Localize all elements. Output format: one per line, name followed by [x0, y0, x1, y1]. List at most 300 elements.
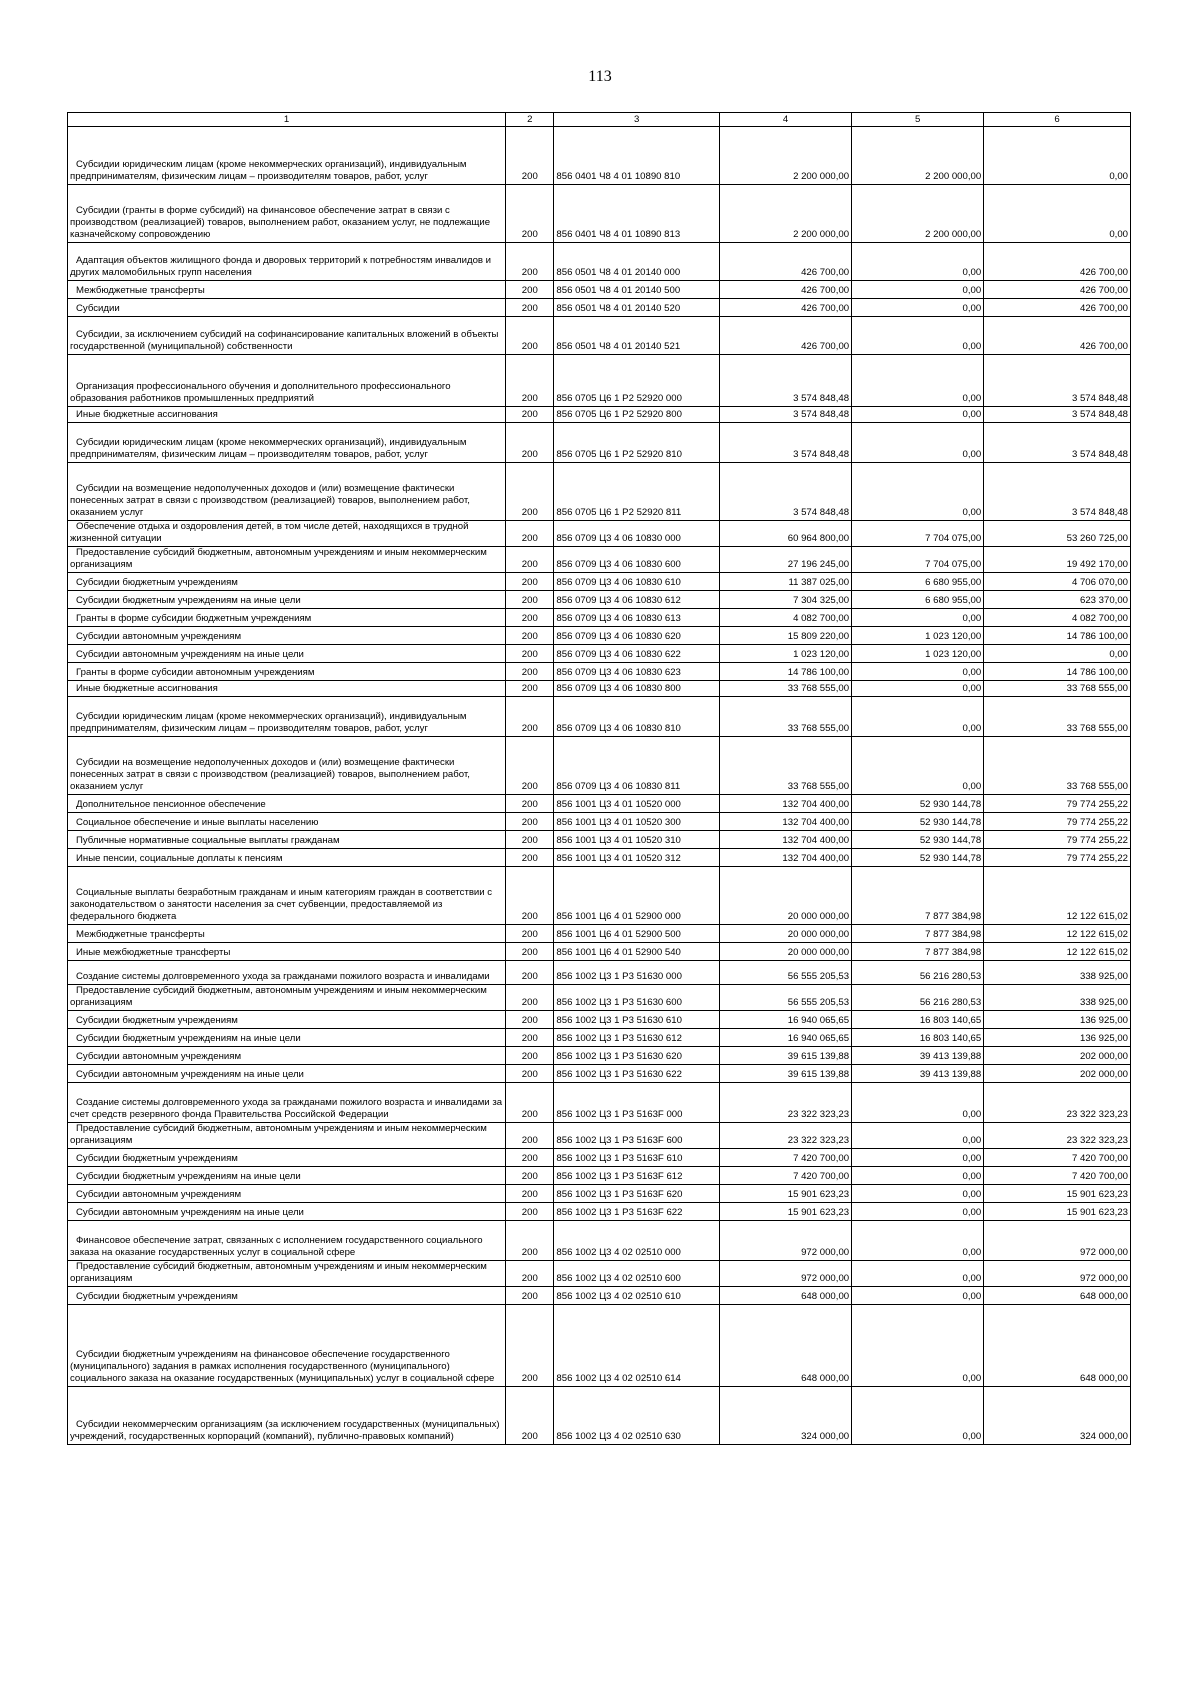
row-name: Иные бюджетные ассигнования — [76, 409, 218, 420]
row-amount-col4: 972 000,00 — [801, 1247, 850, 1258]
row-amount-col5: 0,00 — [962, 1273, 982, 1284]
row-name: Субсидии бюджетным учреждениям — [76, 1153, 238, 1164]
row-amount-col5: 6 680 955,00 — [925, 595, 982, 606]
row-amount-col5: 0,00 — [962, 449, 982, 460]
row-name: Субсидии бюджетным учреждениям на иные цели — [76, 1171, 301, 1182]
row-code: 200 — [521, 1069, 538, 1080]
row-name: Гранты в форме субсидии бюджетным учреждениям — [76, 613, 312, 624]
row-classification: 856 1001 Ц3 4 01 10520 312 — [556, 853, 681, 864]
row-code: 200 — [521, 1153, 538, 1164]
table-row — [68, 317, 1131, 355]
row-classification: 856 1001 Ц3 4 01 10520 310 — [556, 835, 681, 846]
row-classification: 856 1001 Ц6 4 01 52900 000 — [556, 911, 681, 922]
row-name: Субсидии некоммерческим организациям (за исключением государственных (муниципальных) учреждений, государственных корпораций (компаний), публично-правовых компаний) — [70, 1419, 500, 1442]
row-amount-col5: 1 023 120,00 — [925, 649, 982, 660]
table-row — [68, 943, 1131, 961]
header-row — [68, 113, 1131, 127]
row-code: 200 — [521, 1273, 538, 1284]
table-row — [68, 961, 1131, 985]
row-name: Создание системы долговременного ухода за гражданами пожилого возраста и инвалидами — [76, 971, 490, 982]
row-amount-col6: 19 492 170,00 — [1066, 559, 1128, 570]
row-amount-col5: 0,00 — [962, 303, 982, 314]
row-classification: 856 1002 Ц3 4 02 02510 610 — [556, 1291, 681, 1302]
row-amount-col4: 132 704 400,00 — [782, 799, 850, 810]
row-code: 200 — [521, 835, 538, 846]
row-name: Субсидии бюджетным учреждениям — [76, 577, 238, 588]
row-name: Субсидии — [76, 303, 120, 314]
row-amount-col4: 1 023 120,00 — [793, 649, 850, 660]
row-classification: 856 0401 Ч8 4 01 10890 810 — [556, 171, 681, 182]
row-amount-col5: 0,00 — [962, 267, 982, 278]
row-name: Создание системы долговременного ухода за гражданами пожилого возраста и инвалидами за счет средств резервного фонда Правительства Российской Федерации — [70, 1097, 503, 1120]
row-name: Субсидии автономным учреждениям — [76, 1189, 242, 1200]
row-amount-col5: 0,00 — [962, 781, 982, 792]
row-amount-col4: 648 000,00 — [801, 1373, 850, 1384]
row-classification: 856 0709 Ц3 4 06 10830 000 — [556, 533, 681, 544]
row-name: Субсидии на возмещение недополученных доходов и (или) возмещение фактически понесенных затрат в связи с производством (реализацией) товаров, выполнением работ, оказанием услуг — [70, 757, 470, 792]
row-amount-col4: 132 704 400,00 — [782, 835, 850, 846]
row-amount-col6: 426 700,00 — [1079, 303, 1128, 314]
row-amount-col4: 20 000 000,00 — [787, 911, 850, 922]
row-classification: 856 0501 Ч8 4 01 20140 500 — [556, 285, 681, 296]
row-amount-col6: 972 000,00 — [1079, 1247, 1128, 1258]
row-amount-col5: 7 704 075,00 — [925, 559, 982, 570]
row-code: 200 — [521, 613, 538, 624]
table-row — [68, 1305, 1131, 1387]
row-name: Дополнительное пенсионное обеспечение — [76, 799, 266, 810]
row-amount-col5: 16 803 140,65 — [919, 1015, 982, 1026]
row-name: Предоставление субсидий бюджетным, автономным учреждениям и иным некоммерческим организациям — [70, 1123, 487, 1146]
row-classification: 856 1002 Ц3 1 Р3 51630 622 — [556, 1069, 682, 1080]
table-row — [68, 1083, 1131, 1123]
row-amount-col6: 14 786 100,00 — [1066, 631, 1128, 642]
row-amount-col4: 23 322 323,23 — [787, 1109, 850, 1120]
row-amount-col4: 23 322 323,23 — [787, 1135, 850, 1146]
table-row — [68, 1029, 1131, 1047]
row-code: 200 — [521, 997, 538, 1008]
table-row — [68, 1287, 1131, 1305]
row-amount-col4: 15 809 220,00 — [787, 631, 850, 642]
row-name: Субсидии бюджетным учреждениям на иные цели — [76, 595, 301, 606]
row-amount-col5: 0,00 — [962, 1291, 982, 1302]
row-classification: 856 1002 Ц3 1 Р3 51630 000 — [556, 971, 682, 982]
row-code: 200 — [521, 409, 538, 420]
row-amount-col5: 0,00 — [962, 1109, 982, 1120]
row-code: 200 — [521, 971, 538, 982]
row-amount-col5: 7 877 384,98 — [925, 911, 982, 922]
row-name: Социальные выплаты безработным гражданам и иным категориям граждан в соответствии с законодательством о занятости населения за счет субвенции, предоставляемой из федерального бюджета — [70, 887, 493, 922]
row-amount-col6: 338 925,00 — [1079, 971, 1128, 982]
row-classification: 856 0709 Ц3 4 06 10830 610 — [556, 577, 681, 588]
table-row — [68, 1065, 1131, 1083]
column-header: 6 — [984, 113, 1131, 127]
row-amount-col4: 972 000,00 — [801, 1273, 850, 1284]
row-classification: 856 1002 Ц3 1 Р3 5163F 612 — [556, 1171, 683, 1182]
row-classification: 856 1002 Ц3 1 Р3 5163F 000 — [556, 1109, 683, 1120]
row-name: Субсидии автономным учреждениям на иные цели — [76, 1207, 304, 1218]
column-header: 2 — [506, 113, 554, 127]
row-amount-col5: 39 413 139,88 — [919, 1051, 982, 1062]
row-amount-col5: 0,00 — [962, 285, 982, 296]
row-amount-col4: 426 700,00 — [801, 303, 850, 314]
row-code: 200 — [521, 285, 538, 296]
row-code: 200 — [521, 947, 538, 958]
row-classification: 856 0709 Ц3 4 06 10830 623 — [556, 667, 681, 678]
row-amount-col4: 60 964 800,00 — [787, 533, 850, 544]
table-row — [68, 663, 1131, 681]
row-amount-col6: 4 706 070,00 — [1071, 577, 1128, 588]
row-code: 200 — [521, 929, 538, 940]
row-code: 200 — [521, 1207, 538, 1218]
row-code: 200 — [521, 595, 538, 606]
row-name: Иные бюджетные ассигнования — [76, 683, 218, 694]
row-amount-col5: 0,00 — [962, 1153, 982, 1164]
table-row — [68, 1047, 1131, 1065]
row-amount-col5: 0,00 — [962, 1189, 982, 1200]
row-amount-col6: 648 000,00 — [1079, 1373, 1128, 1384]
column-header: 3 — [554, 113, 720, 127]
table-row — [68, 355, 1131, 407]
row-amount-col5: 0,00 — [962, 393, 982, 404]
table-row — [68, 127, 1131, 185]
table-row — [68, 407, 1131, 423]
row-code: 200 — [521, 1291, 538, 1302]
row-amount-col6: 324 000,00 — [1079, 1431, 1128, 1442]
row-code: 200 — [521, 1033, 538, 1044]
row-name: Адаптация объектов жилищного фонда и дворовых территорий к потребностям инвалидов и других маломобильных групп населения — [70, 255, 492, 278]
row-code: 200 — [521, 559, 538, 570]
row-amount-col6: 79 774 255,22 — [1066, 853, 1128, 864]
row-name: Субсидии автономным учреждениям — [76, 631, 242, 642]
row-code: 200 — [521, 853, 538, 864]
row-amount-col5: 6 680 955,00 — [925, 577, 982, 588]
row-amount-col4: 15 901 623,23 — [787, 1189, 850, 1200]
row-amount-col4: 39 615 139,88 — [787, 1069, 850, 1080]
row-amount-col5: 52 930 144,78 — [919, 853, 982, 864]
row-code: 200 — [521, 649, 538, 660]
row-classification: 856 1002 Ц3 1 Р3 5163F 600 — [556, 1135, 683, 1146]
row-code: 200 — [521, 1171, 538, 1182]
row-amount-col6: 3 574 848,48 — [1071, 393, 1128, 404]
row-amount-col6: 14 786 100,00 — [1066, 667, 1128, 678]
table-row — [68, 681, 1131, 697]
row-name: Субсидии (гранты в форме субсидий) на финансовое обеспечение затрат в связи с производством (реализацией) товаров, выполнением работ, оказанием услуг, не подлежащие казначейскому сопровождению — [70, 205, 491, 240]
row-amount-col5: 7 877 384,98 — [925, 947, 982, 958]
row-amount-col5: 52 930 144,78 — [919, 817, 982, 828]
row-amount-col5: 0,00 — [962, 409, 982, 420]
row-amount-col4: 39 615 139,88 — [787, 1051, 850, 1062]
table-row — [68, 609, 1131, 627]
row-amount-col4: 33 768 555,00 — [787, 781, 850, 792]
row-code: 200 — [521, 723, 538, 734]
table-row — [68, 1167, 1131, 1185]
row-amount-col4: 648 000,00 — [801, 1291, 850, 1302]
row-classification: 856 1002 Ц3 1 Р3 51630 610 — [556, 1015, 682, 1026]
row-classification: 856 1002 Ц3 1 Р3 51630 612 — [556, 1033, 682, 1044]
row-amount-col6: 338 925,00 — [1079, 997, 1128, 1008]
row-name: Организация профессионального обучения и дополнительного профессионального образования работников промышленных предприятий — [70, 381, 451, 404]
table-row — [68, 423, 1131, 463]
row-amount-col4: 14 786 100,00 — [787, 667, 850, 678]
row-amount-col5: 0,00 — [962, 683, 982, 694]
row-amount-col5: 0,00 — [962, 1431, 982, 1442]
row-code: 200 — [521, 267, 538, 278]
row-amount-col5: 0,00 — [962, 341, 982, 352]
row-classification: 856 0709 Ц3 4 06 10830 612 — [556, 595, 681, 606]
row-classification: 856 1002 Ц3 4 02 02510 614 — [556, 1373, 681, 1384]
row-amount-col6: 136 925,00 — [1079, 1033, 1128, 1044]
row-amount-col6: 4 082 700,00 — [1071, 613, 1128, 624]
row-name: Субсидии юридическим лицам (кроме некоммерческих организаций), индивидуальным предпринимателям, физическим лицам – производителям товаров, работ, услуг — [70, 437, 467, 460]
row-classification: 856 1002 Ц3 1 Р3 5163F 620 — [556, 1189, 683, 1200]
row-classification: 856 0709 Ц3 4 06 10830 811 — [556, 781, 681, 792]
table-row — [68, 1149, 1131, 1167]
row-code: 200 — [521, 683, 538, 694]
row-name: Субсидии бюджетным учреждениям — [76, 1291, 238, 1302]
table-row — [68, 185, 1131, 243]
row-classification: 856 1001 Ц3 4 01 10520 000 — [556, 799, 681, 810]
row-name: Финансовое обеспечение затрат, связанных с исполнением государственного социального заказа на оказание государственных услуг в социальной сфере — [70, 1235, 483, 1258]
row-classification: 856 1001 Ц6 4 01 52900 540 — [556, 947, 681, 958]
row-amount-col5: 0,00 — [962, 1373, 982, 1384]
row-amount-col5: 39 413 139,88 — [919, 1069, 982, 1080]
table-row — [68, 795, 1131, 813]
row-code: 200 — [521, 911, 538, 922]
row-amount-col6: 79 774 255,22 — [1066, 835, 1128, 846]
row-code: 200 — [521, 667, 538, 678]
row-amount-col5: 0,00 — [962, 1135, 982, 1146]
row-name: Субсидии бюджетным учреждениям на иные цели — [76, 1033, 301, 1044]
row-amount-col4: 27 196 245,00 — [787, 559, 850, 570]
row-amount-col5: 0,00 — [962, 723, 982, 734]
row-amount-col5: 0,00 — [962, 1171, 982, 1182]
row-classification: 856 0709 Ц3 4 06 10830 613 — [556, 613, 681, 624]
row-name: Предоставление субсидий бюджетным, автономным учреждениям и иным некоммерческим организациям — [70, 985, 487, 1008]
row-classification: 856 0709 Ц3 4 06 10830 800 — [556, 683, 681, 694]
row-classification: 856 0401 Ч8 4 01 10890 813 — [556, 229, 681, 240]
row-amount-col6: 7 420 700,00 — [1071, 1171, 1128, 1182]
row-amount-col6: 53 260 725,00 — [1066, 533, 1128, 544]
row-code: 200 — [521, 303, 538, 314]
row-name: Межбюджетные трансферты — [76, 285, 205, 296]
row-code: 200 — [521, 1247, 538, 1258]
row-code: 200 — [521, 1431, 538, 1442]
table-row — [68, 813, 1131, 831]
table-row — [68, 1185, 1131, 1203]
row-amount-col6: 202 000,00 — [1079, 1069, 1128, 1080]
row-code: 200 — [521, 577, 538, 588]
row-amount-col6: 623 370,00 — [1079, 595, 1128, 606]
row-amount-col4: 3 574 848,48 — [793, 507, 850, 518]
row-amount-col4: 3 574 848,48 — [793, 393, 850, 404]
table-row — [68, 645, 1131, 663]
row-amount-col4: 132 704 400,00 — [782, 817, 850, 828]
row-code: 200 — [521, 631, 538, 642]
row-classification: 856 0501 Ч8 4 01 20140 520 — [556, 303, 681, 314]
row-amount-col4: 426 700,00 — [801, 341, 850, 352]
table-row — [68, 1387, 1131, 1445]
budget-table — [67, 112, 1131, 1445]
row-classification: 856 1002 Ц3 4 02 02510 630 — [556, 1431, 681, 1442]
row-amount-col6: 0,00 — [1109, 229, 1128, 240]
row-amount-col6: 79 774 255,22 — [1066, 817, 1128, 828]
row-amount-col4: 2 200 000,00 — [793, 171, 850, 182]
row-name: Иные межбюджетные трансферты — [76, 947, 231, 958]
row-amount-col6: 3 574 848,48 — [1071, 409, 1128, 420]
row-amount-col4: 7 420 700,00 — [793, 1153, 850, 1164]
column-header: 5 — [852, 113, 984, 127]
row-code: 200 — [521, 1135, 538, 1146]
row-amount-col5: 2 200 000,00 — [925, 229, 982, 240]
row-code: 200 — [521, 781, 538, 792]
table-row — [68, 547, 1131, 573]
row-amount-col4: 4 082 700,00 — [793, 613, 850, 624]
row-classification: 856 0709 Ц3 4 06 10830 622 — [556, 649, 681, 660]
row-name: Субсидии автономным учреждениям на иные цели — [76, 649, 304, 660]
row-name: Предоставление субсидий бюджетным, автономным учреждениям и иным некоммерческим организациям — [70, 547, 487, 570]
row-code: 200 — [521, 449, 538, 460]
row-amount-col6: 12 122 615,02 — [1066, 929, 1128, 940]
table-row — [68, 627, 1131, 645]
row-amount-col6: 33 768 555,00 — [1066, 683, 1128, 694]
row-name: Социальное обеспечение и иные выплаты населению — [76, 817, 319, 828]
table-row — [68, 849, 1131, 867]
row-name: Субсидии на возмещение недополученных доходов и (или) возмещение фактически понесенных затрат в связи с производством (реализацией) товаров, выполнением работ, оказанием услуг — [70, 483, 470, 518]
row-amount-col4: 426 700,00 — [801, 267, 850, 278]
row-code: 200 — [521, 171, 538, 182]
row-classification: 856 1002 Ц3 4 02 02510 000 — [556, 1247, 681, 1258]
row-classification: 856 0705 Ц6 1 Р2 52920 811 — [556, 507, 682, 518]
row-classification: 856 0709 Ц3 4 06 10830 600 — [556, 559, 681, 570]
row-amount-col4: 3 574 848,48 — [793, 409, 850, 420]
row-classification: 856 0705 Ц6 1 Р2 52920 800 — [556, 409, 682, 420]
row-classification: 856 1002 Ц3 1 Р3 5163F 610 — [556, 1153, 683, 1164]
row-amount-col5: 2 200 000,00 — [925, 171, 982, 182]
row-amount-col4: 11 387 025,00 — [788, 577, 850, 588]
row-amount-col5: 0,00 — [962, 1207, 982, 1218]
row-code: 200 — [521, 1015, 538, 1026]
table-row — [68, 243, 1131, 281]
row-name: Публичные нормативные социальные выплаты гражданам — [76, 835, 340, 846]
row-amount-col4: 7 420 700,00 — [793, 1171, 850, 1182]
page-number: 113 — [588, 68, 612, 85]
row-code: 200 — [521, 533, 538, 544]
row-code: 200 — [521, 507, 538, 518]
row-name: Субсидии автономным учреждениям на иные цели — [76, 1069, 304, 1080]
row-amount-col6: 426 700,00 — [1079, 341, 1128, 352]
row-classification: 856 0705 Ц6 1 Р2 52920 810 — [556, 449, 682, 460]
row-amount-col5: 7 704 075,00 — [925, 533, 982, 544]
row-amount-col6: 23 322 323,23 — [1066, 1135, 1128, 1146]
row-amount-col4: 7 304 325,00 — [793, 595, 850, 606]
row-classification: 856 1002 Ц3 1 Р3 5163F 622 — [556, 1207, 683, 1218]
row-amount-col4: 20 000 000,00 — [787, 929, 850, 940]
table-row — [68, 1203, 1131, 1221]
row-amount-col6: 15 901 623,23 — [1066, 1207, 1128, 1218]
row-amount-col4: 16 940 065,65 — [787, 1033, 850, 1044]
row-name: Субсидии юридическим лицам (кроме некоммерческих организаций), индивидуальным предпринимателям, физическим лицам – производителям товаров, работ, услуг — [70, 711, 467, 734]
table-row — [68, 831, 1131, 849]
row-classification: 856 0709 Ц3 4 06 10830 810 — [556, 723, 681, 734]
row-amount-col4: 20 000 000,00 — [787, 947, 850, 958]
row-amount-col4: 2 200 000,00 — [793, 229, 850, 240]
row-amount-col4: 56 555 205,53 — [787, 997, 850, 1008]
row-classification: 856 1002 Ц3 1 Р3 51630 600 — [556, 997, 682, 1008]
row-amount-col6: 972 000,00 — [1079, 1273, 1128, 1284]
row-amount-col6: 15 901 623,23 — [1066, 1189, 1128, 1200]
row-name: Субсидии, за исключением субсидий на софинансирование капитальных вложений в объекты государственной (муниципальной) собственности — [70, 329, 499, 352]
row-classification: 856 0501 Ч8 4 01 20140 000 — [556, 267, 681, 278]
row-amount-col4: 426 700,00 — [801, 285, 850, 296]
row-amount-col4: 16 940 065,65 — [787, 1015, 850, 1026]
row-amount-col6: 426 700,00 — [1079, 267, 1128, 278]
row-amount-col4: 33 768 555,00 — [787, 723, 850, 734]
row-name: Субсидии бюджетным учреждениям — [76, 1015, 238, 1026]
row-name: Предоставление субсидий бюджетным, автономным учреждениям и иным некоммерческим организациям — [70, 1261, 487, 1284]
row-amount-col5: 0,00 — [962, 667, 982, 678]
row-amount-col5: 0,00 — [962, 507, 982, 518]
table-row — [68, 1123, 1131, 1149]
row-amount-col6: 3 574 848,48 — [1071, 507, 1128, 518]
row-amount-col6: 426 700,00 — [1079, 285, 1128, 296]
row-code: 200 — [521, 1051, 538, 1062]
table-row — [68, 1221, 1131, 1261]
row-name: Гранты в форме субсидии автономным учреждениям — [76, 667, 315, 678]
row-amount-col4: 3 574 848,48 — [793, 449, 850, 460]
table-row — [68, 521, 1131, 547]
table-row — [68, 299, 1131, 317]
row-code: 200 — [521, 1109, 538, 1120]
row-amount-col5: 0,00 — [962, 1247, 982, 1258]
row-amount-col6: 0,00 — [1109, 171, 1128, 182]
row-classification: 856 0705 Ц6 1 Р2 52920 000 — [556, 393, 682, 404]
row-amount-col6: 136 925,00 — [1079, 1015, 1128, 1026]
row-amount-col6: 33 768 555,00 — [1066, 781, 1128, 792]
table-row — [68, 737, 1131, 795]
table-row — [68, 281, 1131, 299]
row-amount-col5: 7 877 384,98 — [925, 929, 982, 940]
row-amount-col6: 12 122 615,02 — [1066, 947, 1128, 958]
row-amount-col6: 12 122 615,02 — [1066, 911, 1128, 922]
row-amount-col4: 56 555 205,53 — [787, 971, 850, 982]
row-amount-col5: 16 803 140,65 — [919, 1033, 982, 1044]
row-classification: 856 1001 Ц3 4 01 10520 300 — [556, 817, 681, 828]
column-header: 4 — [720, 113, 852, 127]
row-code: 200 — [521, 1373, 538, 1384]
row-name: Субсидии автономным учреждениям — [76, 1051, 242, 1062]
row-amount-col6: 0,00 — [1109, 649, 1128, 660]
row-code: 200 — [521, 393, 538, 404]
row-amount-col5: 52 930 144,78 — [919, 799, 982, 810]
row-amount-col5: 1 023 120,00 — [925, 631, 982, 642]
table-row — [68, 925, 1131, 943]
row-code: 200 — [521, 799, 538, 810]
row-name: Субсидии бюджетным учреждениям на финансовое обеспечение государственного (муниципального) задания в рамках исполнения государственного (муниципального) социального заказа на оказание государственных (муниципальных) услуг в социальной сфере — [70, 1349, 495, 1384]
column-header: 1 — [68, 113, 506, 127]
row-classification: 856 1001 Ц6 4 01 52900 500 — [556, 929, 681, 940]
table-row — [68, 1011, 1131, 1029]
table-row — [68, 591, 1131, 609]
row-amount-col5: 56 216 280,53 — [919, 997, 982, 1008]
table-row — [68, 867, 1131, 925]
table-row — [68, 1261, 1131, 1287]
table-row — [68, 463, 1131, 521]
row-classification: 856 0709 Ц3 4 06 10830 620 — [556, 631, 681, 642]
table-row — [68, 573, 1131, 591]
row-classification: 856 0501 Ч8 4 01 20140 521 — [556, 341, 681, 352]
row-amount-col4: 324 000,00 — [801, 1431, 850, 1442]
row-amount-col6: 79 774 255,22 — [1066, 799, 1128, 810]
